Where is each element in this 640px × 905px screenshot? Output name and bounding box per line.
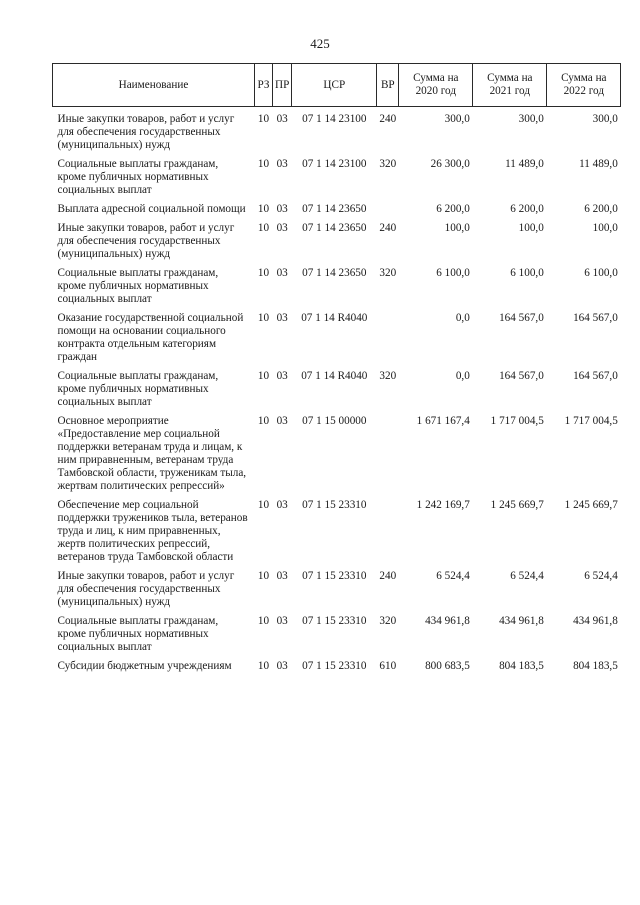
- cell-csr: 07 1 15 23310: [302, 499, 367, 511]
- cell-vr: [377, 197, 399, 216]
- cell-vr: 240: [379, 222, 397, 234]
- cell-vr: [377, 409, 399, 493]
- header-row: [53, 64, 621, 107]
- header-sum-2022: Сумма на 2022 год: [547, 64, 621, 107]
- cell-pr: 03: [276, 158, 288, 170]
- cell-sum-2020: 800 683,5: [425, 660, 470, 672]
- cell-sum-2020: 100,0: [444, 222, 470, 234]
- cell-vr: 240: [379, 113, 397, 125]
- cell-name: Социальные выплаты гражданам, кроме публичных нормативных социальных выплат: [57, 615, 219, 653]
- cell-rz: 10: [257, 660, 270, 672]
- header-csr: ЦСР: [292, 64, 377, 107]
- cell-rz: 10: [257, 415, 270, 427]
- cell-sum-2022: 300,0: [592, 113, 618, 125]
- cell-pr: 03: [276, 499, 288, 511]
- cell-pr: 03: [276, 570, 288, 582]
- cell-csr: 07 1 14 23650: [302, 222, 367, 234]
- cell-rz: 10: [257, 267, 270, 279]
- cell-sum-2020: 26 300,0: [430, 158, 470, 170]
- cell-sum-2020: 300,0: [444, 113, 470, 125]
- cell-vr: 320: [379, 267, 397, 279]
- cell-name: Обеспечение мер социальной поддержки тружеников тыла, ветеранов труда и лиц, к ним приравненных, жертв политических репрессий, ветеранов труда Тамбовской области: [57, 499, 248, 563]
- cell-sum-2020: 6 200,0: [436, 203, 470, 215]
- cell-csr: 07 1 14 23100: [302, 158, 367, 170]
- cell-sum-2020: 0,0: [455, 312, 470, 324]
- cell-vr: [377, 306, 399, 364]
- cell-csr: 07 1 14 R4040: [301, 370, 368, 382]
- cell-sum-2020: 1 242 169,7: [416, 499, 470, 511]
- cell-name: Иные закупки товаров, работ и услуг для обеспечения государственных (муниципальных) нужд: [57, 113, 235, 151]
- cell-sum-2021: 11 489,0: [505, 158, 544, 170]
- cell-csr: 07 1 15 23310: [302, 615, 367, 627]
- cell-csr: 07 1 15 23310: [302, 660, 367, 672]
- cell-csr: 07 1 14 23650: [302, 267, 367, 279]
- table-row: [53, 197, 621, 216]
- cell-sum-2021: 1 717 004,5: [490, 415, 544, 427]
- cell-vr: 320: [379, 158, 397, 170]
- cell-sum-2022: 100,0: [592, 222, 618, 234]
- cell-sum-2022: 1 245 669,7: [564, 499, 618, 511]
- cell-csr: 07 1 15 23310: [302, 570, 367, 582]
- cell-rz: 10: [257, 113, 270, 125]
- cell-name: Основное мероприятие «Предоставление мер социальной поддержки ветеранам труда и лицам, к ним приравненным, ветеранам труда Тамбовской области, труженикам тыла, жертвам политических репрессий»: [57, 415, 247, 492]
- cell-name: Иные закупки товаров, работ и услуг для обеспечения государственных (муниципальных) нужд: [57, 570, 235, 608]
- cell-rz: 10: [257, 370, 270, 382]
- cell-name: Социальные выплаты гражданам, кроме публичных нормативных социальных выплат: [57, 370, 219, 408]
- table-header: [53, 64, 621, 107]
- cell-sum-2022: 804 183,5: [573, 660, 618, 672]
- table-row: [53, 152, 621, 197]
- cell-pr: 03: [276, 113, 288, 125]
- table-row: [53, 364, 621, 409]
- cell-rz: 10: [257, 203, 270, 215]
- table-row: [53, 216, 621, 261]
- cell-pr: 03: [276, 222, 288, 234]
- table-row: [53, 493, 621, 564]
- cell-csr: 07 1 15 00000: [302, 415, 367, 427]
- cell-sum-2022: 434 961,8: [573, 615, 618, 627]
- cell-sum-2020: 6 524,4: [436, 570, 470, 582]
- cell-pr: 03: [276, 660, 288, 672]
- cell-name: Выплата адресной социальной помощи: [57, 203, 246, 215]
- cell-sum-2021: 164 567,0: [499, 370, 544, 382]
- cell-name: Иные закупки товаров, работ и услуг для обеспечения государственных (муниципальных) нужд: [57, 222, 235, 260]
- cell-vr: 240: [379, 570, 397, 582]
- cell-sum-2021: 6 200,0: [510, 203, 544, 215]
- cell-sum-2021: 804 183,5: [499, 660, 544, 672]
- header-sum-2020: Сумма на 2020 год: [399, 64, 473, 107]
- cell-sum-2022: 164 567,0: [573, 312, 618, 324]
- page-number: 425: [310, 36, 330, 51]
- cell-pr: 03: [276, 370, 288, 382]
- cell-sum-2020: 6 100,0: [436, 267, 470, 279]
- cell-rz: 10: [257, 570, 270, 582]
- table-body: [53, 107, 621, 674]
- cell-rz: 10: [257, 158, 270, 170]
- cell-csr: 07 1 14 23100: [302, 113, 367, 125]
- header-rz: РЗ: [255, 64, 273, 107]
- cell-vr: 320: [379, 615, 397, 627]
- cell-name: Оказание государственной социальной помощи на основании социального контракта отдельным категориям граждан: [57, 312, 244, 363]
- budget-table: [52, 63, 621, 673]
- cell-pr: 03: [276, 267, 288, 279]
- cell-vr: 320: [379, 370, 397, 382]
- cell-sum-2022: 164 567,0: [573, 370, 618, 382]
- cell-sum-2021: 1 245 669,7: [490, 499, 544, 511]
- cell-sum-2020: 1 671 167,4: [416, 415, 470, 427]
- cell-sum-2020: 434 961,8: [425, 615, 470, 627]
- cell-csr: 07 1 14 R4040: [301, 312, 368, 324]
- table-row: [53, 261, 621, 306]
- cell-sum-2022: 1 717 004,5: [564, 415, 618, 427]
- table-row: [53, 609, 621, 654]
- cell-rz: 10: [257, 222, 270, 234]
- cell-sum-2022: 6 200,0: [584, 203, 618, 215]
- cell-vr: [377, 493, 399, 564]
- table-row: [53, 306, 621, 364]
- cell-name: Социальные выплаты гражданам, кроме публичных нормативных социальных выплат: [57, 158, 219, 196]
- header-name: Наименование: [53, 64, 255, 107]
- cell-vr: 610: [379, 660, 397, 672]
- cell-csr: 07 1 14 23650: [302, 203, 367, 215]
- cell-name: Социальные выплаты гражданам, кроме публичных нормативных социальных выплат: [57, 267, 219, 305]
- cell-pr: 03: [276, 203, 288, 215]
- cell-sum-2021: 6 524,4: [510, 570, 544, 582]
- cell-rz: 10: [257, 312, 270, 324]
- table-row: [53, 564, 621, 609]
- cell-rz: 10: [257, 615, 270, 627]
- cell-sum-2021: 100,0: [518, 222, 544, 234]
- cell-sum-2022: 11 489,0: [579, 158, 618, 170]
- cell-sum-2022: 6 524,4: [584, 570, 618, 582]
- cell-sum-2021: 300,0: [518, 113, 544, 125]
- cell-sum-2021: 434 961,8: [499, 615, 544, 627]
- cell-sum-2022: 6 100,0: [584, 267, 618, 279]
- cell-sum-2021: 6 100,0: [510, 267, 544, 279]
- cell-name: Субсидии бюджетным учреждениям: [57, 660, 232, 672]
- table-row: [53, 654, 621, 673]
- cell-pr: 03: [276, 615, 288, 627]
- cell-sum-2021: 164 567,0: [499, 312, 544, 324]
- table-row: [53, 409, 621, 493]
- cell-sum-2020: 0,0: [455, 370, 470, 382]
- header-sum-2021: Сумма на 2021 год: [473, 64, 547, 107]
- cell-pr: 03: [276, 312, 288, 324]
- header-pr: ПР: [273, 64, 292, 107]
- cell-rz: 10: [257, 499, 270, 511]
- table-row: [53, 107, 621, 153]
- header-vr: ВР: [377, 64, 399, 107]
- cell-pr: 03: [276, 415, 288, 427]
